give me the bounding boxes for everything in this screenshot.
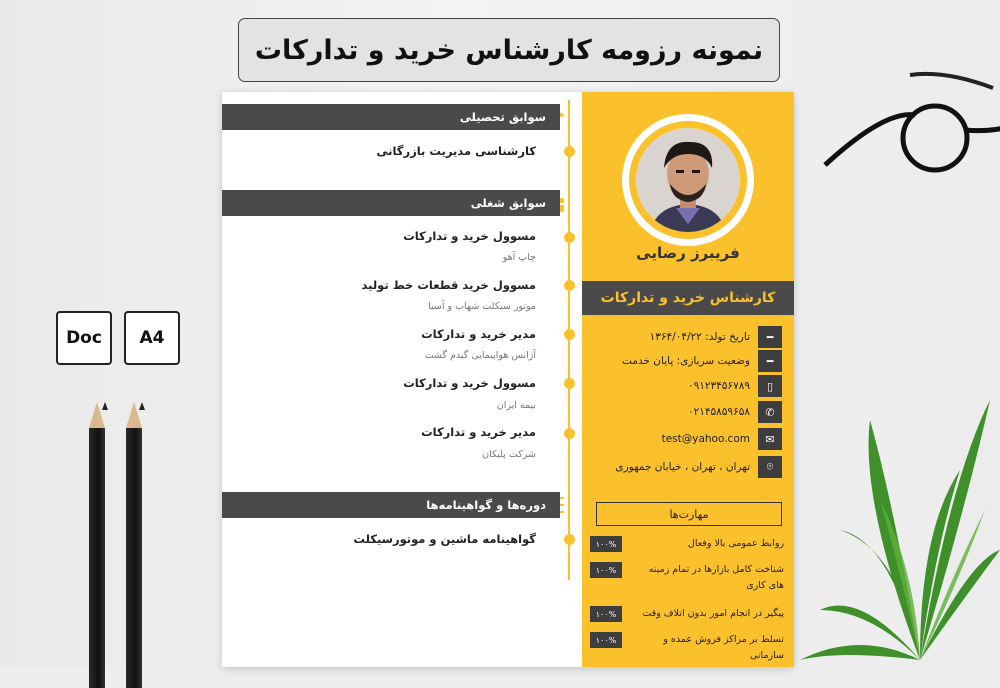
education-item: کارشناسی مدیریت بازرگانی	[376, 144, 536, 158]
resume-sidebar	[582, 92, 794, 667]
info-row-birthdate: ━ تاریخ تولد: ۱۳۶۴/۰۴/۲۲	[596, 324, 782, 350]
skill-item: پیگیر در انجام امور بدون اتلاف وقت ۱۰۰%	[590, 606, 784, 622]
profile-photo	[636, 128, 740, 232]
skill-percent: ۱۰۰%	[590, 632, 622, 648]
timeline-dot	[564, 428, 575, 439]
section-header-courses: دوره‌ها و گواهینامه‌ها	[222, 492, 560, 518]
timeline-dot	[564, 378, 575, 389]
work-item-title: مدیر خرید و تدارکات	[421, 425, 536, 439]
course-item: گواهینامه ماشین و موتورسیکلت	[353, 532, 536, 546]
work-item-title: مسوول خرید و تدارکات	[403, 229, 536, 243]
skill-item: روابط عمومی بالا وفعال ۱۰۰%	[590, 536, 784, 552]
work-item-company: شرکت پلیکان	[482, 449, 536, 460]
work-item-company: آژانس هواپیمایی گندم گشت	[424, 350, 536, 361]
line-icon: ━	[758, 326, 782, 348]
work-item-company: موتور سیکلت شهاب و آسیا	[428, 301, 536, 312]
work-item-title: مسوول خرید قطعات خط تولید	[361, 278, 536, 292]
skill-item: تسلط بر مراکز فروش عمده و سازمانی ۱۰۰%	[590, 632, 784, 664]
mail-icon: ✉	[758, 428, 782, 450]
timeline-dot	[564, 232, 575, 243]
section-header-work: سوابق شغلی	[222, 190, 560, 216]
work-item-title: مدیر خرید و تدارکات	[421, 327, 536, 341]
timeline-dot	[564, 534, 575, 545]
skill-percent: ۱۰۰%	[590, 536, 622, 552]
timeline-line	[568, 100, 570, 580]
skill-percent: ۱۰۰%	[590, 606, 622, 622]
profile-photo-frame	[622, 114, 754, 246]
title-banner: نمونه رزومه کارشناس خرید و تدارکات	[238, 18, 780, 82]
job-title-bar: کارشناس خرید و تدارکات	[582, 281, 794, 315]
glasses-decoration	[815, 70, 1000, 180]
skills-header: مهارت‌ها	[596, 502, 782, 526]
info-row-phone: ✆ ۰۲۱۴۵۸۵۹۶۵۸	[596, 399, 782, 425]
timeline-dot	[564, 146, 575, 157]
doc-badge: Doc	[56, 311, 112, 365]
info-row-email: ✉ test@yahoo.com	[596, 426, 782, 452]
phone-icon: ✆	[758, 401, 782, 423]
work-item-title: مسوول خرید و تدارکات	[403, 376, 536, 390]
skill-item: شناخت کامل بازارها در تمام زمینه های کاری ۱۰۰%	[590, 562, 784, 594]
mobile-icon: ▯	[758, 375, 782, 397]
resume-sheet	[222, 92, 794, 667]
pencil-decoration	[89, 402, 105, 682]
location-icon: ⌾	[758, 456, 782, 478]
person-name: فریبرز رضایی	[636, 244, 740, 262]
info-row-address: ⌾ تهران ، تهران ، خیابان جمهوری	[596, 454, 782, 480]
line-icon: ━	[758, 350, 782, 372]
timeline-dot	[564, 329, 575, 340]
pencil-decoration	[126, 402, 142, 682]
work-item-company: چاپ آهو	[502, 252, 536, 263]
a4-badge: A4	[124, 311, 180, 365]
info-row-military: ━ وضعیت سربازی: پایان خدمت	[596, 348, 782, 374]
work-item-company: بیمه ایران	[496, 400, 536, 411]
timeline-dot	[564, 280, 575, 291]
plant-decoration	[800, 360, 1000, 667]
skill-percent: ۱۰۰%	[590, 562, 622, 578]
section-header-education: سوابق تحصیلی	[222, 104, 560, 130]
info-row-mobile: ▯ ۰۹۱۲۳۴۵۶۷۸۹	[596, 373, 782, 399]
